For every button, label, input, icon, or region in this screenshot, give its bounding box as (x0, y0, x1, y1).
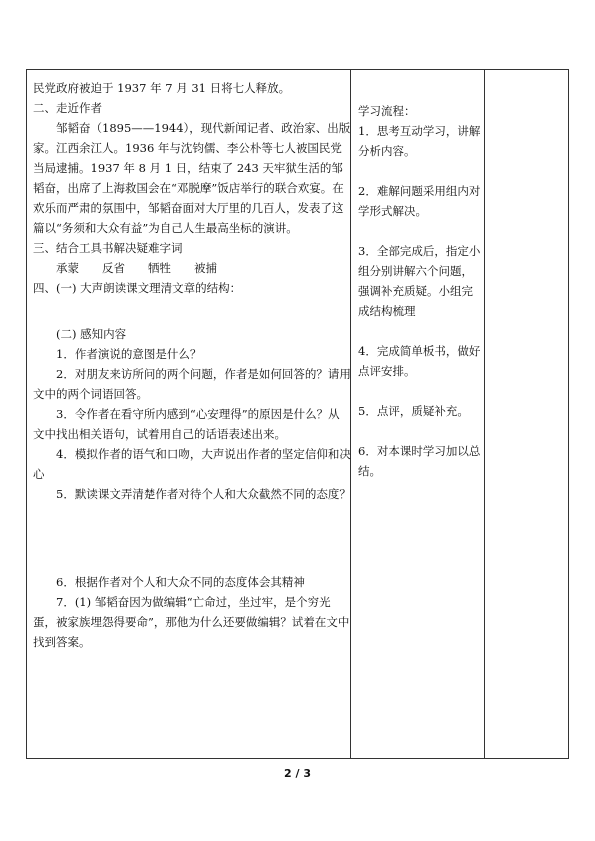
page-number: 2 / 3 (284, 767, 311, 780)
question: 1．作者演说的意图是什么？ (56, 347, 202, 361)
section-heading: 二、走近作者 (33, 101, 102, 115)
section-heading: (二) 感知内容 (56, 327, 127, 341)
process-title: 学习流程： (358, 104, 416, 118)
question: 5．默读课文弄清楚作者对待个人和大众截然不同的态度？ (56, 487, 351, 501)
main-content-column (33, 78, 351, 652)
process-step: 5．点评，质疑补充。 (358, 404, 469, 418)
lesson-table (26, 69, 569, 759)
author-paragraph: 邹韬奋（1895——1944），现代新闻记者、政治家、出版家。江西余江人。1936 年与沈钧儒、李公朴等七人被国民党当局逮捕。1937 年 8 月 1 日，结束了 243 天牢狱生活的邹韬奋，出席了上海救国会在“邓脱摩”饭店举行的联合欢宴。在欢乐而严肃的氛围中，邹韬奋面对大厅里的几百人，发表了这篇以“务须和大众有益”为自己人生最高坐标的演讲。 (33, 121, 351, 235)
question: 4．模拟作者的语气和口吻，大声说出作者的坚定信仰和决心 (33, 447, 351, 481)
question: 2．对朋友来访所问的两个问题，作者是如何回答的？请用文中的两个词语回答。 (33, 367, 351, 401)
process-step: 2．难解问题采用组内对学形式解决。 (358, 184, 481, 218)
process-step: 3．全部完成后，指定小组分别讲解六个问题，强调补充质疑。小组完成结构梳理 (358, 244, 481, 318)
question: 7．(1) 邹韬奋因为做编辑“亡命过，坐过牢，是个穷光蛋，被家族埋怨得要命”，那他为什么还要做编辑？试着在文中找到答案。 (33, 595, 350, 649)
column-divider (484, 70, 485, 758)
process-step: 6．对本课时学习加以总结。 (358, 444, 481, 478)
process-step: 1．思考互动学习，讲解分析内容。 (358, 124, 481, 158)
question: 6．根据作者对个人和大众不同的态度体会其精神 (56, 575, 305, 589)
section-heading: 四、(一) 大声朗读课文理清文章的结构： (33, 281, 242, 295)
vocabulary-words: 承蒙 反省 牺牲 被捕 (56, 261, 217, 275)
process-column (358, 101, 482, 481)
question: 3．令作者在看守所内感到“心安理得”的原因是什么？从文中找出相关语句，试着用自己的话语表述出来。 (33, 407, 340, 441)
text-line: 民党政府被迫于 1937 年 7 月 31 日将七人释放。 (33, 81, 291, 95)
process-step: 4．完成简单板书，做好点评安排。 (358, 344, 481, 378)
section-heading: 三、结合工具书解决疑难字词 (33, 241, 183, 255)
